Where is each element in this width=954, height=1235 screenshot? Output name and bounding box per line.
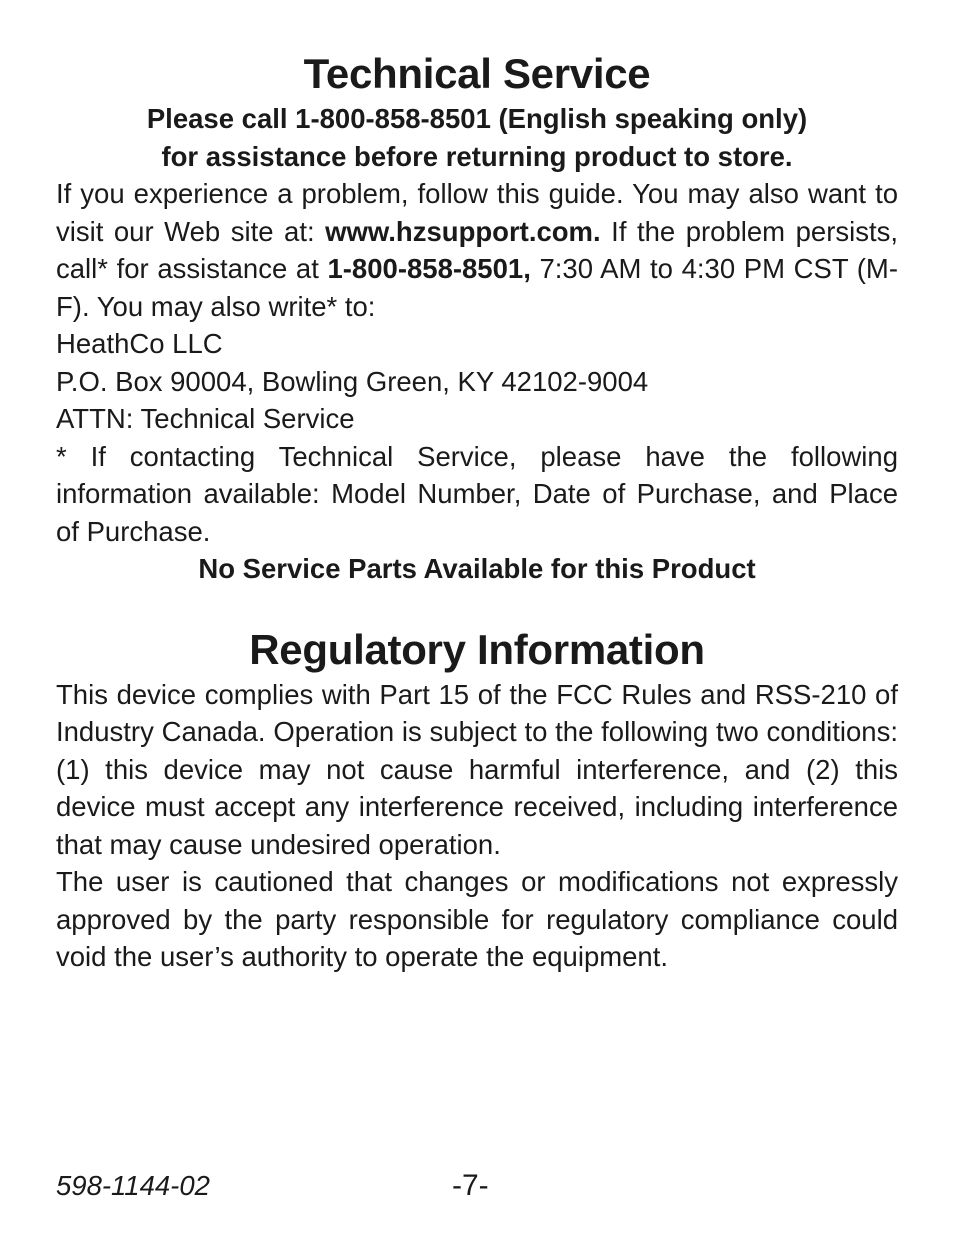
- support-phone: 1-800-858-8501,: [327, 253, 531, 284]
- address-line-2: P.O. Box 90004, Bowling Green, KY 42102-9004: [56, 365, 649, 397]
- document-number: 598-1144-02: [56, 1170, 210, 1201]
- guide-text-1: If you experience a problem, follow this guide. You may also want to visit our Web site at:: [56, 178, 898, 247]
- no-service-parts-notice: No Service Parts Available for this Product: [198, 553, 756, 584]
- service-guide-paragraph: [56, 175, 898, 325]
- guide-text-2: If the problem persists, call* for assistance at: [56, 215, 898, 284]
- fcc-compliance-paragraph: This device complies with Part 15 of the FCC Rules and RSS-210 of Industry Canada. Operation is subject to the following two conditions: (1) this device may not cause harmful interference, and (2) this device must accept any interference received, including interference that may cause undesired operation.: [56, 678, 898, 860]
- section-spacer: [56, 588, 898, 620]
- page-footer: [56, 1166, 898, 1206]
- guide-text-3: 7:30 AM to 4:30 PM CST (M-F). You may also write* to:: [56, 253, 898, 322]
- contact-note: * If contacting Technical Service, please have the following information available: Model Number, Date of Purchase, and Place of Purchase.: [56, 440, 898, 547]
- manual-page: [56, 48, 898, 976]
- regulatory-information-title: Regulatory Information: [249, 625, 705, 673]
- address-line-1: HeathCo LLC: [56, 328, 223, 359]
- modification-caution-paragraph: The user is cautioned that changes or modifications not expressly approved by the party responsible for regulatory compliance could void the user’s authority to operate the equipment.: [56, 866, 898, 972]
- support-website: www.hzsupport.com.: [325, 215, 601, 247]
- call-line-1: Please call 1-800-858-8501 (English speaking only): [146, 103, 808, 134]
- address-line-3: ATTN: Technical Service: [56, 403, 355, 434]
- page-number: -7-: [452, 1169, 489, 1202]
- call-line-2: for assistance before returning product to store.: [161, 140, 793, 172]
- technical-service-title: Technical Service: [303, 50, 651, 97]
